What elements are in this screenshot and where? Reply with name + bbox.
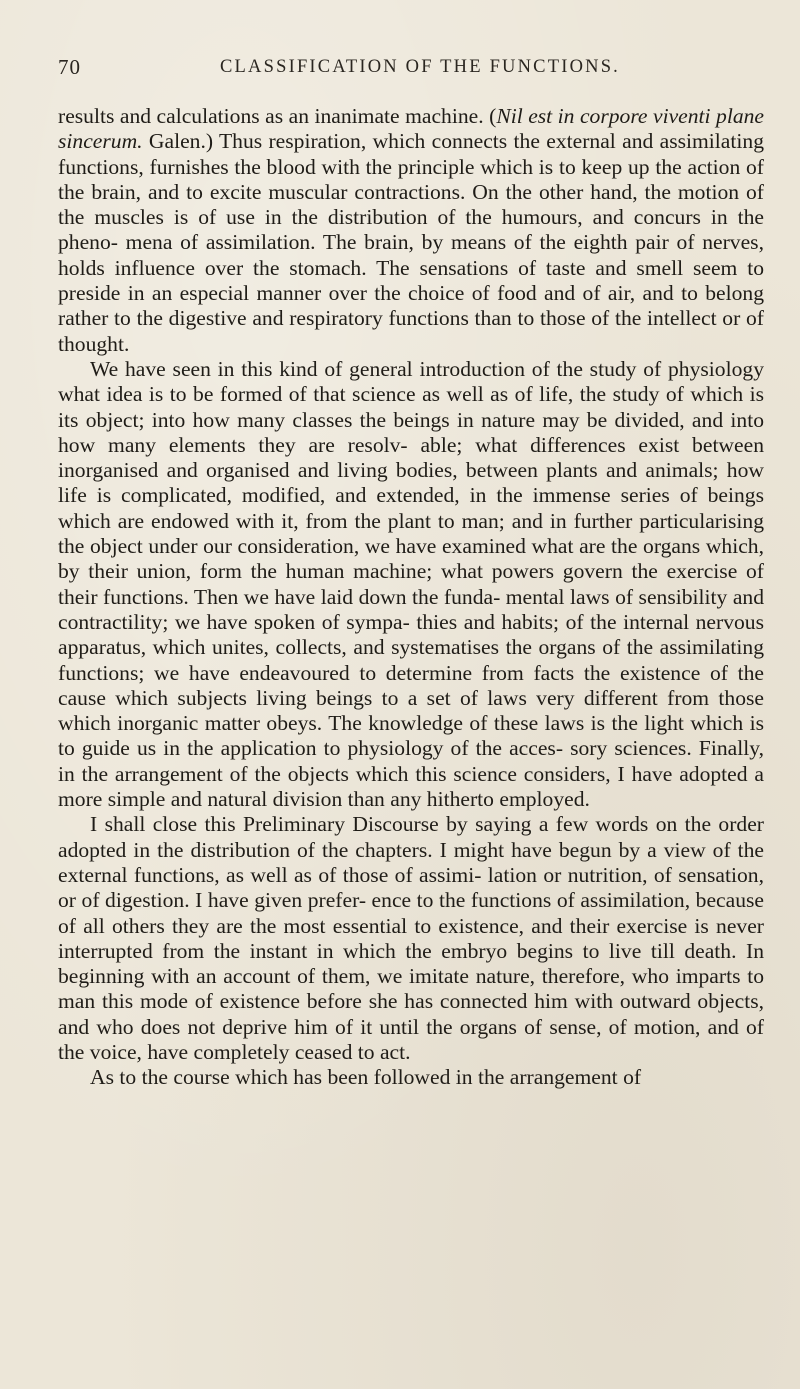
paragraph-1-text: results and calculations as an inanimate machine. (: [58, 104, 497, 128]
paragraph-2: We have seen in this kind of general introduction of the study of physiology what idea is to be formed of that science as well as of life, the study of which is its object; into how many classes the beings in nature may be divided, and into how many elements they are resolv- able; what differences exist between inorganised and organised and living bodies, between plants and animals; how life is complicated, modified, and extended, in the immense series of beings which are endowed with it, from the plant to man; and in further particularising the object under our consideration, we have examined what are the organs which, by their union, form the human machine; what powers govern the exercise of their functions. Then we have laid down the funda- mental laws of sensibility and contractility; we have spoken of sympa- thies and habits; of the internal nervous apparatus, which unites, collects, and systematises the organs of the assimilating functions; we have endeavoured to determine from facts the existence of the cause which subjects living beings to a set of laws very different from those which inorganic matter obeys. The knowledge of these laws is the light which is to guide us in the application to physiology of the acces- sory sciences. Finally, in the arrangement of the objects which this science considers, I have adopted a more simple and natural division than any hitherto employed.: [58, 356, 764, 812]
paragraph-3: I shall close this Preliminary Discourse by saying a few words on the order adopted in the distribution of the chapters. I might have begun by a view of the external functions, as well as of those of assimi- lation or nutrition, of sensation, or of digestion. I have given prefer- ence to the functions of assimilation, because of all others they are the most essential to existence, and their exercise is never interrupted from the instant in which the embryo begins to live till death. In beginning with an account of them, we imitate nature, therefore, who imparts to man this mode of existence before she has connected him with outward objects, and who does not deprive him of it until the organs of sense, of motion, and of the voice, have completely ceased to act.: [58, 812, 764, 1064]
paragraph-4: As to the course which has been followed in the arrangement of: [90, 1065, 642, 1090]
paragraph-1: [58, 104, 764, 357]
running-title: CLASSIFICATION OF THE FUNCTIONS.: [220, 57, 621, 77]
latin-quotation: Nil est in corpore viventi plane sincerum.: [58, 104, 765, 154]
page-number: 70: [58, 55, 81, 79]
body-text: [58, 104, 764, 1091]
running-head: [0, 55, 800, 85]
paragraph-1-continuation: Galen.) Thus respiration, which connects the external and assimilating functions, furnishes the blood with the principle which is to keep up the action of the brain, and to excite muscular contractions. On the other hand, the motion of the muscles is of use in the distribution of the humours, and concurs in the pheno- mena of assimilation. The brain, by means of the eighth pair of nerves, holds influence over the stomach. The sensations of taste and smell seem to preside in an especial manner over the choice of food and of air, and to belong rather to the digestive and respiratory functions than to those of the intellect or of thought.: [58, 129, 764, 356]
